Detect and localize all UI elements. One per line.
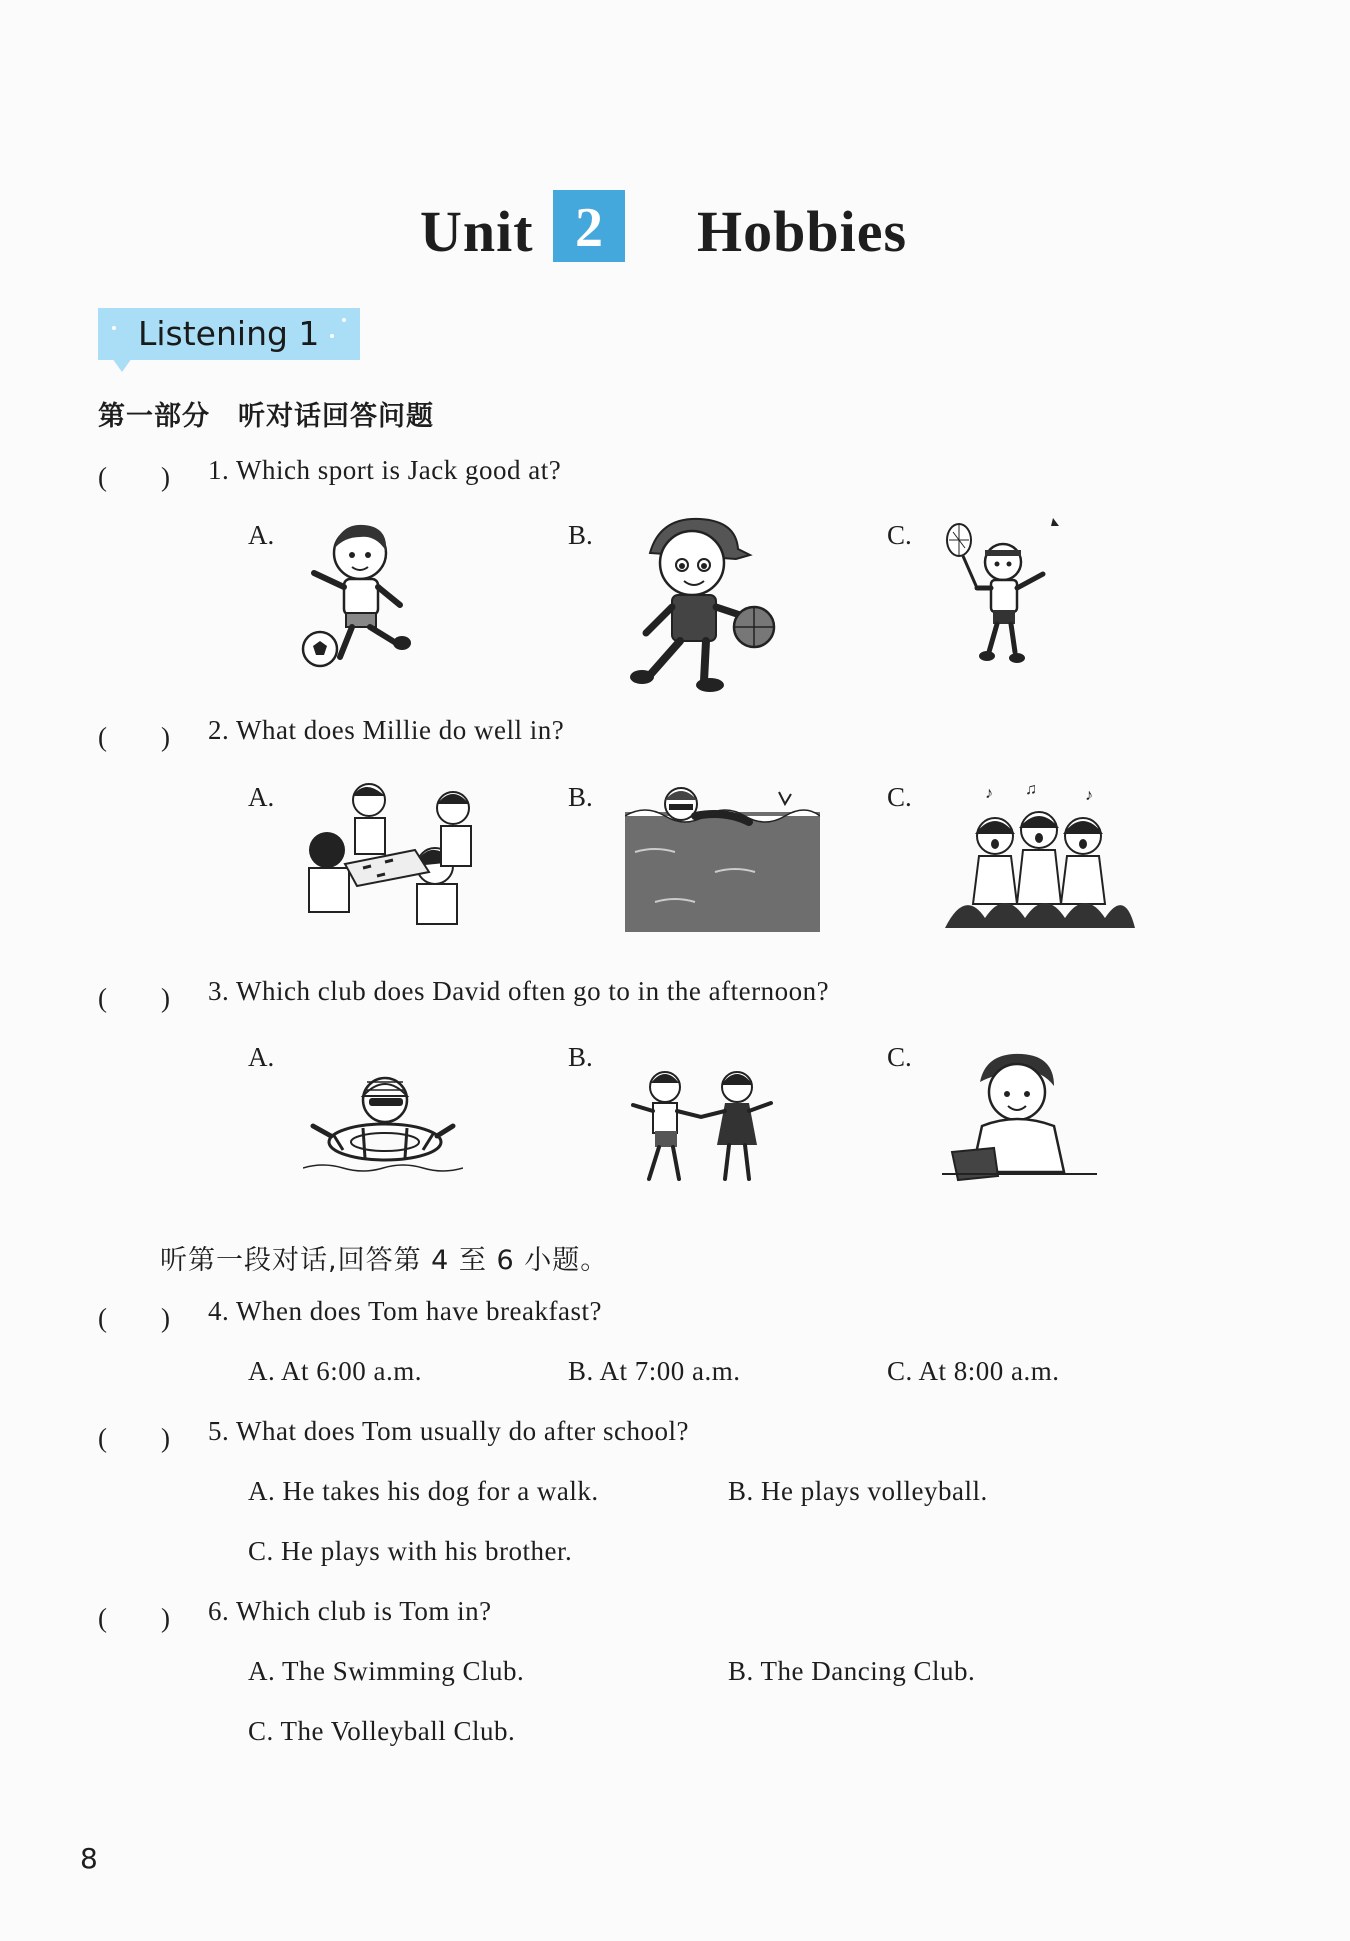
question-text: 5. What does Tom usually do after school? <box>208 1416 690 1446</box>
boy-kicking-football-picture[interactable] <box>300 515 420 675</box>
svg-text:♪: ♪ <box>1085 787 1093 804</box>
girls-singing-picture[interactable] <box>945 778 1135 933</box>
option-letter: A. <box>248 782 275 812</box>
children-dancing-picture[interactable] <box>625 1065 775 1190</box>
option-letter: C. <box>887 782 912 812</box>
option-letter: B. <box>568 520 593 550</box>
boy-in-swim-ring-picture[interactable] <box>303 1068 463 1180</box>
children-playing-chess-picture[interactable] <box>305 780 485 930</box>
option-letter: B. <box>568 782 593 812</box>
option-text: B. He plays volleyball. <box>728 1476 988 1506</box>
option-text: C. He plays with his brother. <box>248 1536 573 1566</box>
option-text: A. The Swimming Club. <box>248 1656 525 1686</box>
unit-name: Hobbies <box>697 199 908 264</box>
option-text: C. At 8:00 a.m. <box>887 1356 1060 1386</box>
section-tag-tail <box>112 358 132 372</box>
answer-blank[interactable]: ( ) <box>98 1603 170 1633</box>
option-text: B. At 7:00 a.m. <box>568 1356 741 1386</box>
answer-blank[interactable]: ( ) <box>98 1303 170 1333</box>
unit-title <box>0 190 1350 270</box>
svg-text:♫: ♫ <box>1025 781 1037 798</box>
boy-reading-book-picture[interactable] <box>942 1052 1097 1187</box>
sparkle-icon <box>330 334 334 338</box>
boy-dribbling-basketball-picture[interactable] <box>620 515 780 695</box>
option-letter: B. <box>568 1042 593 1072</box>
answer-blank[interactable]: ( ) <box>98 983 170 1013</box>
sparkle-icon <box>342 318 346 322</box>
boy-playing-badminton-picture[interactable] <box>935 512 1075 672</box>
answer-blank[interactable]: ( ) <box>98 722 170 752</box>
answer-blank[interactable]: ( ) <box>98 1423 170 1453</box>
question-text: 6. Which club is Tom in? <box>208 1596 492 1626</box>
option-letter: C. <box>887 1042 912 1072</box>
option-text: A. At 6:00 a.m. <box>248 1356 422 1386</box>
listening-instruction: 听第一段对话,回答第 4 至 6 小题。 <box>160 1245 609 1276</box>
option-letter: A. <box>248 520 275 550</box>
question-text: 2. What does Millie do well in? <box>208 715 565 745</box>
svg-text:♪: ♪ <box>985 785 993 802</box>
sparkle-icon <box>112 326 116 330</box>
part-heading: 第一部分 听对话回答问题 <box>98 401 434 432</box>
option-letter: C. <box>887 520 912 550</box>
question-text: 1. Which sport is Jack good at? <box>208 455 562 485</box>
question-text: 4. When does Tom have breakfast? <box>208 1296 602 1326</box>
unit-number-badge: 2 <box>553 190 625 262</box>
option-letter: A. <box>248 1042 275 1072</box>
section-tag-label: Listening 1 <box>138 314 320 353</box>
answer-blank[interactable]: ( ) <box>98 462 170 492</box>
option-text: B. The Dancing Club. <box>728 1656 976 1686</box>
page-number: 8 <box>80 1842 98 1875</box>
question-text: 3. Which club does David often go to in the afternoon? <box>208 976 830 1006</box>
option-text: C. The Volleyball Club. <box>248 1716 516 1746</box>
option-text: A. He takes his dog for a walk. <box>248 1476 599 1506</box>
child-swimming-picture[interactable] <box>625 782 820 932</box>
unit-word: Unit <box>420 199 534 264</box>
